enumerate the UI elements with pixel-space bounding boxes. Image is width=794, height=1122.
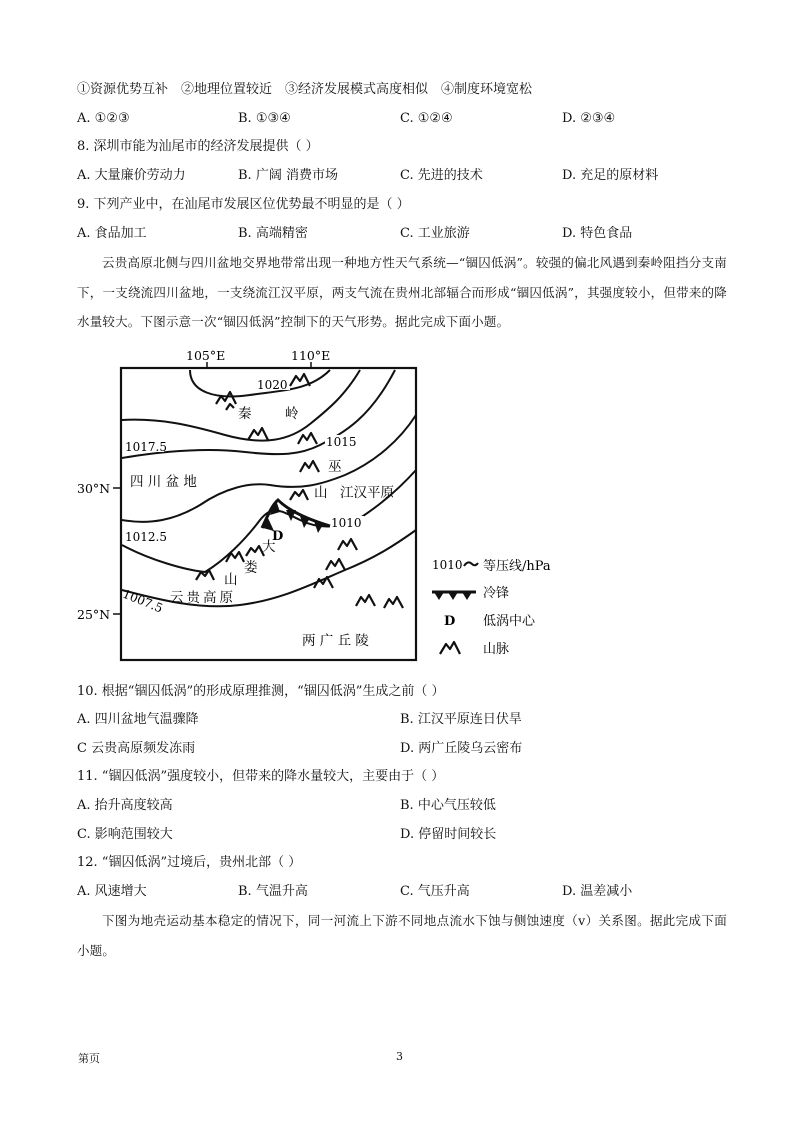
q10-option-a: A. 四川盆地气温骤降 bbox=[77, 712, 199, 727]
isobar-label-1012-5: 1012.5 bbox=[125, 530, 167, 544]
q9-option-c: C. 工业旅游 bbox=[400, 226, 470, 241]
q9-option-d: D. 特色食品 bbox=[562, 226, 633, 241]
lon-label-105: 105°E bbox=[186, 348, 226, 363]
footer-page-label: 第页 bbox=[78, 1052, 100, 1065]
q8-option-b: B. 广阔 消费市场 bbox=[238, 168, 338, 183]
q11-stem: 11. “锢囚低涡”强度较小，但带来的降水量较大，主要由于（ ） bbox=[77, 769, 445, 784]
passage-2: 下图为地壳运动基本稳定的情况下，同一河流上下游不同地点流水下蚀与侧蚀速度（v）关系图。据此完成下面小题。 bbox=[77, 913, 727, 958]
q11-option-c: C. 影响范围较大 bbox=[77, 827, 173, 842]
q11-option-b: B. 中心气压较低 bbox=[400, 798, 496, 813]
isobar-label-1010: 1010 bbox=[331, 516, 362, 530]
q7-option-b: B. ①③④ bbox=[238, 111, 291, 126]
lon-label-110: 110°E bbox=[291, 348, 331, 363]
lat-label-30: 30°N bbox=[77, 481, 111, 496]
legend-low-vortex-label: 低涡中心 bbox=[483, 614, 536, 629]
q7-option-c: C. ①②④ bbox=[400, 111, 453, 126]
label-wushan-shan: 山 bbox=[314, 485, 328, 501]
q11-option-d: D. 停留时间较长 bbox=[400, 827, 497, 842]
q12-option-b: B. 气温升高 bbox=[238, 884, 308, 899]
label-ling: 岭 bbox=[285, 406, 299, 422]
label-jianghan-plain: 江汉平原 bbox=[340, 485, 394, 501]
legend-low-vortex-sample: D bbox=[444, 614, 456, 629]
isobar-label-1017-5: 1017.5 bbox=[125, 440, 167, 454]
legend-isobar-sample: 1010 bbox=[432, 558, 463, 572]
isobar-label-1007-5: 1007.5 bbox=[120, 586, 165, 616]
passage-1: 云贵高原北侧与四川盆地交界地带常出现一种地方性天气系统—“锢囚低涡”。较强的偏北风遇到秦岭阻挡分支南下，一支绕流四川盆地，一支绕流江汉平原，两支气流在贵州北部辐合而形成“锢囚低涡”，其强度较小，但带来的降水量较大。下图示意一次“锢囚低涡”控制下的天气形势。据此完成下面小题。 bbox=[77, 255, 727, 329]
q12-option-d: D. 温差减小 bbox=[562, 884, 633, 899]
label-yungui-plateau: 云贵高原 bbox=[170, 590, 236, 606]
q12-option-a: A. 风速增大 bbox=[77, 884, 147, 899]
label-qin: 秦 bbox=[238, 406, 252, 422]
legend-mountain-label: 山脉 bbox=[483, 642, 510, 657]
q12-stem: 12. “锢囚低涡”过境后，贵州北部（ ） bbox=[77, 855, 302, 870]
q10-option-d: D. 两广丘陵乌云密布 bbox=[400, 741, 523, 756]
label-lou: 娄 bbox=[244, 560, 258, 576]
mountain-icon bbox=[440, 642, 460, 654]
label-liangguang-hills: 两 广 丘 陵 bbox=[302, 633, 369, 649]
q9-stem: 9. 下列产业中，在汕尾市发展区位优势最不明显的是（ ） bbox=[77, 197, 410, 212]
q9-option-b: B. 高端精密 bbox=[238, 226, 308, 241]
q12-option-c: C. 气压升高 bbox=[400, 884, 470, 899]
label-daloushan-shan: 山 bbox=[224, 572, 238, 588]
low-vortex-center: D bbox=[272, 529, 284, 544]
q8-option-c: C. 先进的技术 bbox=[400, 168, 483, 183]
label-sichuan-basin: 四 川 盆 地 bbox=[130, 474, 197, 490]
label-da: 大 bbox=[262, 539, 276, 555]
q11-option-a: A. 抬升高度较高 bbox=[77, 798, 173, 813]
q10-option-c: C 云贵高原频发冻雨 bbox=[77, 741, 196, 756]
map-legend bbox=[432, 558, 551, 657]
isobar-label-1020: 1020 bbox=[257, 378, 288, 392]
q8-option-d: D. 充足的原材料 bbox=[562, 168, 659, 183]
footer-page-number: 3 bbox=[396, 1050, 403, 1063]
q10-option-b: B. 江汉平原连日伏旱 bbox=[400, 712, 522, 727]
q7-option-a: A. ①②③ bbox=[77, 111, 130, 126]
lat-label-25: 25°N bbox=[77, 607, 111, 622]
q8-stem: 8. 深圳市能为汕尾市的经济发展提供（ ） bbox=[77, 139, 319, 154]
isobar-label-1015: 1015 bbox=[326, 435, 357, 449]
legend-isobar-label: 等压线/hPa bbox=[483, 559, 551, 574]
q8-option-a: A. 大量廉价劳动力 bbox=[77, 168, 186, 183]
q7-items: ①资源优势互补 ②地理位置较近 ③经济发展模式高度相似 ④制度环境宽松 bbox=[77, 82, 533, 97]
q7-option-d: D. ②③④ bbox=[562, 111, 616, 126]
label-wu: 巫 bbox=[328, 459, 342, 475]
legend-cold-front-label: 冷锋 bbox=[483, 586, 510, 601]
q10-stem: 10. 根据“锢囚低涡”的形成原理推测，“锢囚低涡”生成之前（ ） bbox=[77, 684, 445, 699]
q9-option-a: A. 食品加工 bbox=[77, 226, 147, 241]
